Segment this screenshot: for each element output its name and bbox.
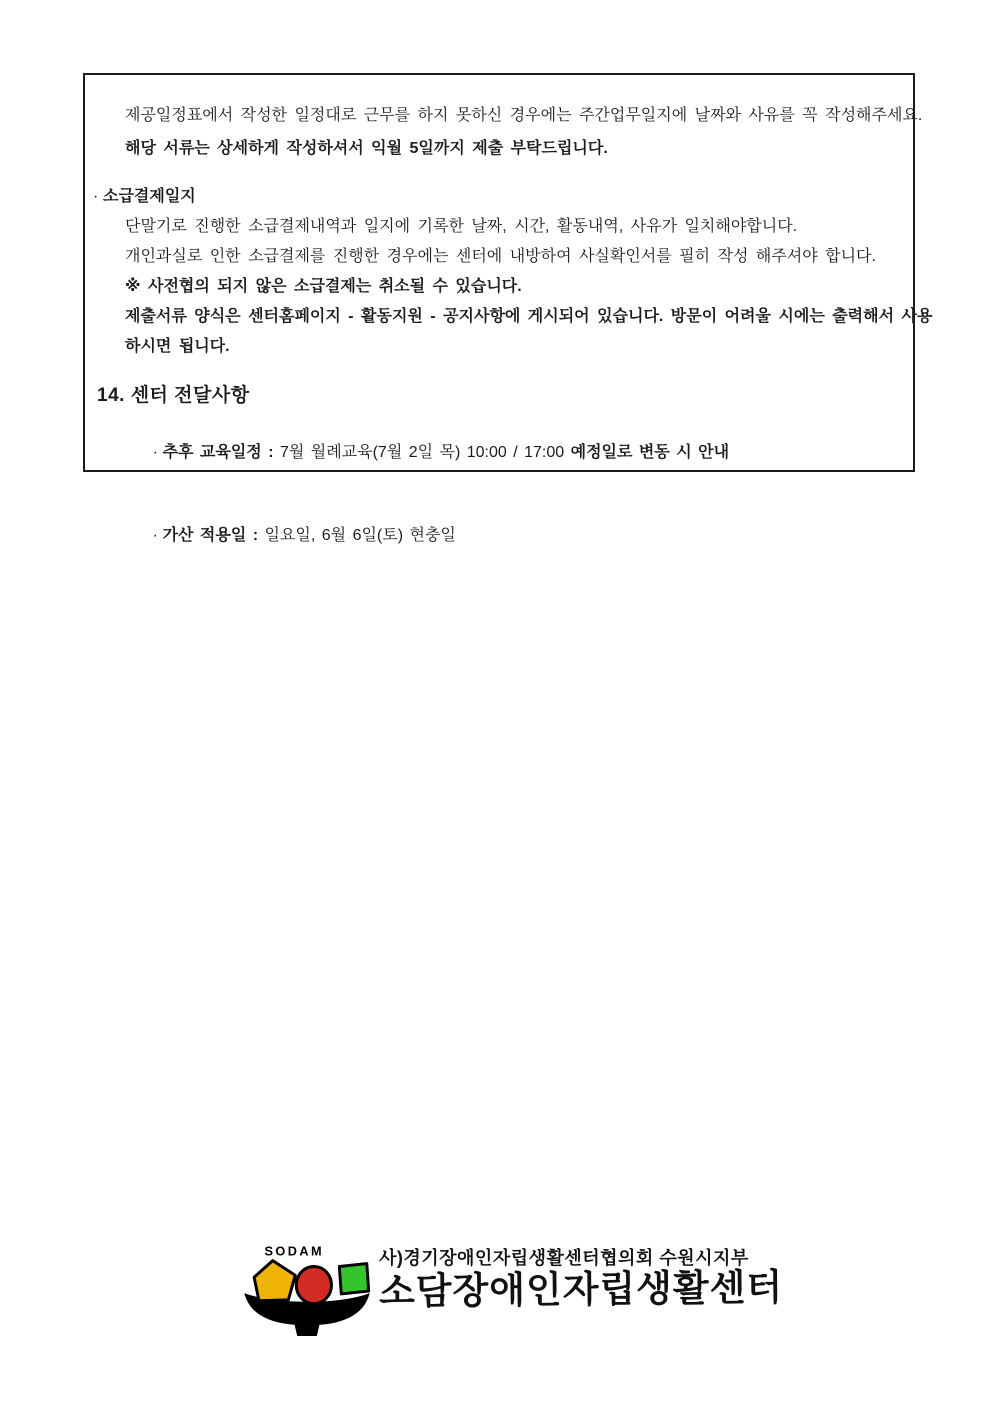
center-notice-section <box>85 383 889 575</box>
schedule-line-2: 해당 서류는 상세하게 작성하셔서 익월 5일까지 제출 부탁드립니다. <box>125 140 608 157</box>
surcharge-day-value: 일요일, 6월 6일(토) 현충일 <box>264 527 456 544</box>
education-schedule-label: 추후 교육일정 : <box>162 444 280 461</box>
retro-line-5: 하시면 됩니다. <box>125 338 230 355</box>
sodam-logo-icon <box>243 1242 371 1338</box>
logo-square <box>339 1264 368 1294</box>
surcharge-day-label: 가산 적용일 : <box>162 527 265 544</box>
retro-payment-title-row <box>93 182 889 212</box>
center-name-calligraphy: 소담장애인자립생활센터 <box>378 1266 784 1312</box>
retro-line-4: 제출서류 양식은 센터홈페이지 - 활동지원 - 공지사항에 게시되어 있습니다. 방문이 어려울 시에는 출력해서 사용 <box>125 308 933 325</box>
notice-box <box>83 73 933 544</box>
association-name: 사)경기장애인자립생활센터협의회 수원시지부 <box>379 1248 749 1268</box>
sodam-wordmark: SODAM <box>264 1243 325 1259</box>
bullet-dot: · <box>152 527 158 544</box>
retro-payment-body <box>125 212 933 362</box>
section-14-heading: 14. 센터 전달사항 <box>97 385 250 406</box>
logo-bowl-foot <box>294 1323 319 1336</box>
footer-logo <box>243 1242 783 1338</box>
bullet-dot: · <box>152 444 158 461</box>
schedule-line-1: 제공일정표에서 작성한 일정대로 근무를 하지 못하신 경우에는 주간업무일지에 날짜와 사유를 꼭 작성해주세요. <box>125 107 923 124</box>
logo-circle <box>296 1266 331 1303</box>
retro-payment-title: 소급결제일지 <box>103 188 196 205</box>
education-schedule-note: 예정일로 변동 시 안내 <box>570 444 730 461</box>
footer-logo-text <box>379 1242 783 1314</box>
education-schedule-item <box>101 414 889 492</box>
retro-line-3: ※ 사전협의 되지 않은 소급결제는 취소될 수 있습니다. <box>125 278 522 295</box>
retro-line-2: 개인과실로 인한 소급결제를 진행한 경우에는 센터에 내방하여 사실확인서를 필히 작성 해주셔야 합니다. <box>125 248 876 265</box>
schedule-paragraph <box>125 99 923 165</box>
education-schedule-value: 7월 월례교육(7월 2일 목) 10:00 / 17:00 <box>279 444 571 461</box>
logo-pentagon <box>254 1261 295 1301</box>
surcharge-day-item <box>101 497 889 575</box>
retro-payment-section <box>85 182 933 362</box>
bullet-dot: · <box>93 188 99 205</box>
retro-line-1: 단말기로 진행한 소급결제내역과 일지에 기록한 날짜, 시간, 활동내역, 사유가 일치해야합니다. <box>125 218 798 235</box>
